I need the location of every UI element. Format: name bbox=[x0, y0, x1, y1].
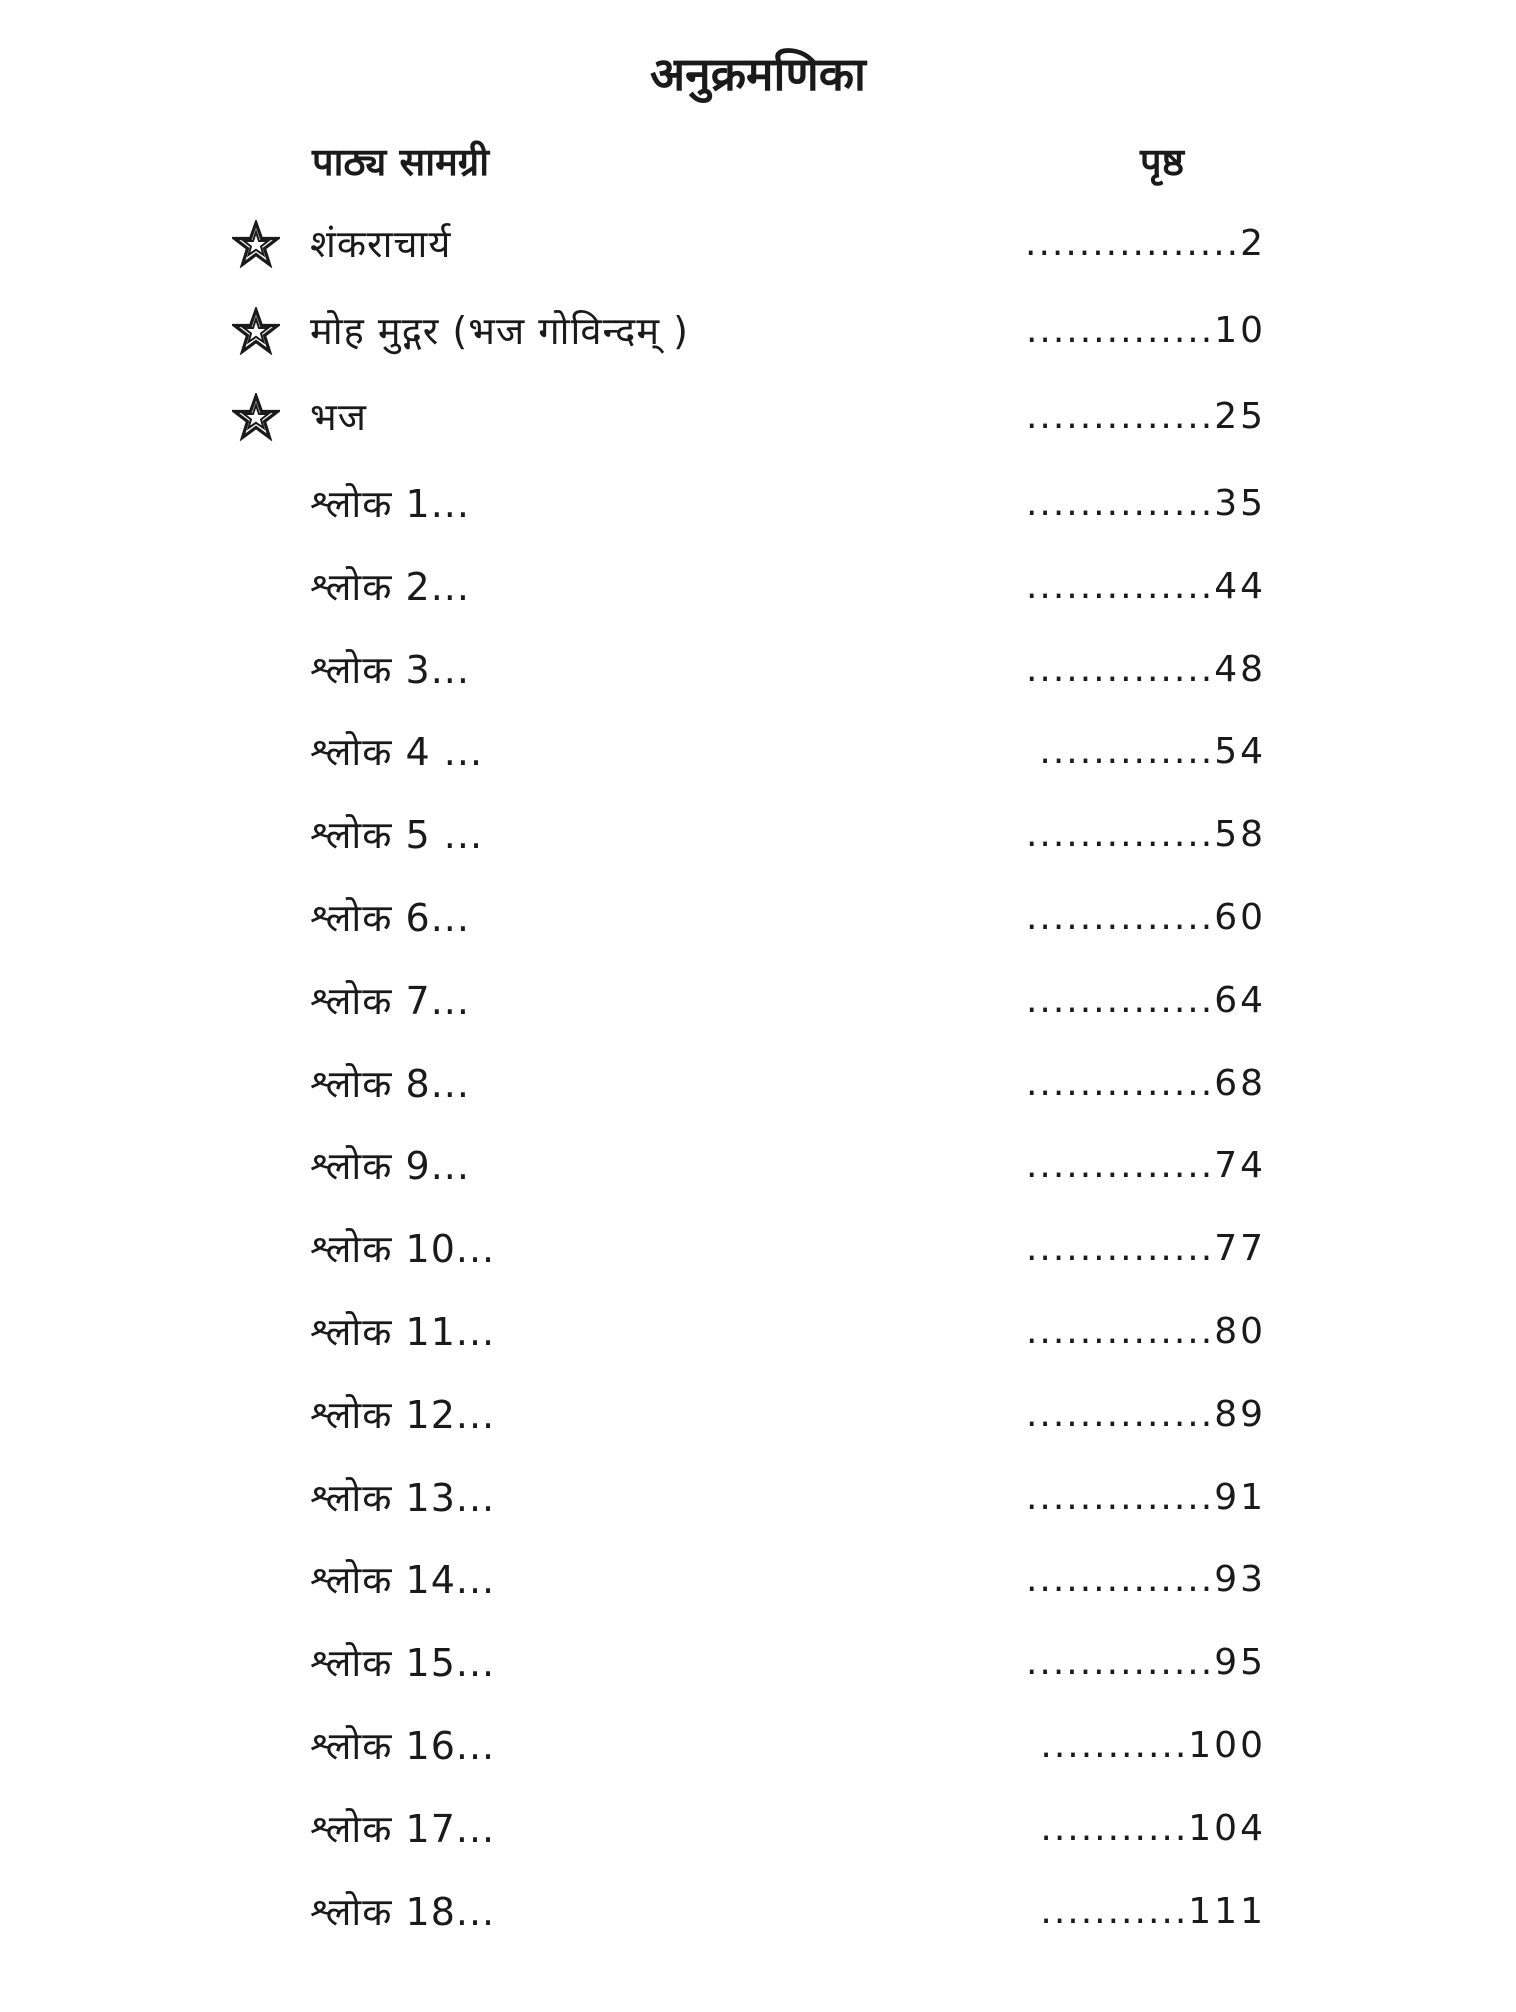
dot-leader: ............. bbox=[1039, 731, 1215, 773]
dot-leader: .............. bbox=[1025, 1642, 1215, 1684]
entry-title: श्लोक 6... bbox=[310, 896, 470, 941]
column-header-content: पाठ्य सामग्री bbox=[312, 140, 490, 184]
entry-page-number bbox=[1026, 973, 1266, 1029]
toc-entry bbox=[0, 1217, 1516, 1300]
star-icon bbox=[232, 393, 280, 441]
entry-title: श्लोक 10... bbox=[310, 1227, 496, 1272]
entry-title: श्लोक 9... bbox=[310, 1144, 470, 1189]
entry-title: श्लोक 13... bbox=[310, 1475, 496, 1520]
entry-title: श्लोक 3... bbox=[310, 647, 470, 692]
entry-page-number bbox=[1026, 1635, 1266, 1691]
toc-entry bbox=[0, 1797, 1516, 1880]
page-number: 10 bbox=[1214, 309, 1266, 351]
entry-title: श्लोक 18... bbox=[310, 1889, 496, 1934]
dot-leader: .............. bbox=[1025, 565, 1215, 607]
page-number: 77 bbox=[1214, 1228, 1266, 1270]
entry-title: श्लोक 11... bbox=[310, 1310, 496, 1355]
page-number: 35 bbox=[1214, 483, 1266, 525]
entry-page-number bbox=[1025, 216, 1266, 272]
entry-title: श्लोक 4 ... bbox=[310, 730, 484, 775]
entry-title: श्लोक 5 ... bbox=[310, 813, 484, 858]
dot-leader: .............. bbox=[1025, 897, 1215, 939]
entry-title: भज bbox=[310, 395, 367, 440]
dot-leader: ........... bbox=[1040, 1725, 1189, 1767]
page-number: 58 bbox=[1214, 814, 1266, 856]
page-number: 48 bbox=[1214, 648, 1266, 690]
page-number: 91 bbox=[1214, 1476, 1266, 1518]
dot-leader: .............. bbox=[1025, 1228, 1215, 1270]
entry-title: मोह मुद्गर (भज गोविन्दम् ) bbox=[310, 308, 689, 353]
page-number: 100 bbox=[1188, 1725, 1266, 1767]
entry-page-number bbox=[1026, 890, 1266, 946]
dot-leader: .............. bbox=[1025, 648, 1215, 690]
entry-title: श्लोक 16... bbox=[310, 1724, 496, 1769]
entry-title: श्लोक 7... bbox=[310, 978, 470, 1023]
toc-entry bbox=[0, 1466, 1516, 1549]
page-number: 2 bbox=[1240, 223, 1266, 264]
entry-page-number bbox=[1026, 1221, 1266, 1277]
dot-leader: .............. bbox=[1025, 483, 1215, 525]
entry-page-number bbox=[1026, 1387, 1266, 1443]
toc-entry bbox=[0, 1052, 1516, 1135]
toc-entry bbox=[0, 1300, 1516, 1383]
star-icon bbox=[232, 220, 280, 268]
entry-title: श्लोक 12... bbox=[310, 1392, 496, 1437]
toc-entry bbox=[0, 886, 1516, 969]
entry-title: श्लोक 2... bbox=[310, 564, 470, 609]
entry-page-number bbox=[1026, 1138, 1266, 1194]
entry-page-number bbox=[1026, 303, 1266, 359]
entry-page-number bbox=[1026, 559, 1266, 615]
toc-entry bbox=[0, 1631, 1516, 1714]
entry-title: श्लोक 17... bbox=[310, 1806, 496, 1851]
page-number: 80 bbox=[1214, 1311, 1266, 1353]
page-number: 74 bbox=[1214, 1145, 1266, 1187]
dot-leader: .............. bbox=[1025, 814, 1215, 856]
entry-title: श्लोक 1... bbox=[310, 482, 470, 527]
entry-title: श्लोक 8... bbox=[310, 1061, 470, 1106]
dot-leader: .............. bbox=[1025, 309, 1215, 351]
dot-leader: .............. bbox=[1025, 396, 1215, 438]
dot-leader: ................ bbox=[1025, 223, 1241, 264]
page-number: 111 bbox=[1188, 1890, 1266, 1932]
entry-page-number bbox=[1026, 1470, 1266, 1526]
dot-leader: ........... bbox=[1040, 1807, 1189, 1849]
page-number: 54 bbox=[1214, 731, 1266, 773]
entry-title: शंकराचार्य bbox=[310, 222, 452, 266]
toc-entry bbox=[0, 1880, 1516, 1963]
toc-entry bbox=[0, 638, 1516, 721]
toc-entry bbox=[0, 1714, 1516, 1797]
page-number: 44 bbox=[1214, 565, 1266, 607]
page-number: 89 bbox=[1214, 1393, 1266, 1435]
toc-entry bbox=[0, 472, 1516, 555]
toc-entry bbox=[0, 1383, 1516, 1466]
toc-entry bbox=[0, 969, 1516, 1052]
entry-page-number bbox=[1026, 1552, 1266, 1608]
page-number: 25 bbox=[1214, 396, 1266, 438]
toc-entry bbox=[0, 299, 1516, 386]
entry-page-number bbox=[1026, 476, 1266, 532]
page-number: 95 bbox=[1214, 1642, 1266, 1684]
star-icon bbox=[232, 307, 280, 355]
entry-page-number bbox=[1026, 807, 1266, 863]
dot-leader: .............. bbox=[1025, 1062, 1215, 1104]
toc-entry bbox=[0, 1134, 1516, 1217]
toc-entry bbox=[0, 212, 1516, 299]
toc-entry bbox=[0, 1548, 1516, 1631]
page-title: अनुक्रमणिका bbox=[650, 47, 866, 101]
dot-leader: .............. bbox=[1025, 1393, 1215, 1435]
dot-leader: ........... bbox=[1040, 1890, 1189, 1932]
dot-leader: .............. bbox=[1025, 1476, 1215, 1518]
entry-page-number bbox=[1040, 1718, 1266, 1774]
entry-title: श्लोक 14... bbox=[310, 1558, 496, 1603]
toc-entry bbox=[0, 720, 1516, 803]
toc-entry bbox=[0, 385, 1516, 472]
entry-page-number bbox=[1026, 1304, 1266, 1360]
entry-page-number bbox=[1026, 389, 1266, 445]
page-number: 68 bbox=[1214, 1062, 1266, 1104]
dot-leader: .............. bbox=[1025, 1311, 1215, 1353]
column-header-page: पृष्ठ bbox=[1140, 140, 1184, 184]
dot-leader: .............. bbox=[1025, 1559, 1215, 1601]
entry-page-number bbox=[1026, 642, 1266, 698]
entry-page-number bbox=[1040, 1801, 1266, 1857]
entry-title: श्लोक 15... bbox=[310, 1641, 496, 1686]
entry-page-number bbox=[1039, 724, 1266, 780]
page-number: 104 bbox=[1188, 1807, 1266, 1849]
entry-page-number bbox=[1026, 1056, 1266, 1112]
page-number: 93 bbox=[1214, 1559, 1266, 1601]
page-number: 60 bbox=[1214, 897, 1266, 939]
entry-page-number bbox=[1040, 1884, 1266, 1940]
toc-entry bbox=[0, 555, 1516, 638]
page-number: 64 bbox=[1214, 979, 1266, 1021]
dot-leader: .............. bbox=[1025, 1145, 1215, 1187]
dot-leader: .............. bbox=[1025, 979, 1215, 1021]
toc-list bbox=[0, 212, 1516, 1962]
toc-entry bbox=[0, 803, 1516, 886]
